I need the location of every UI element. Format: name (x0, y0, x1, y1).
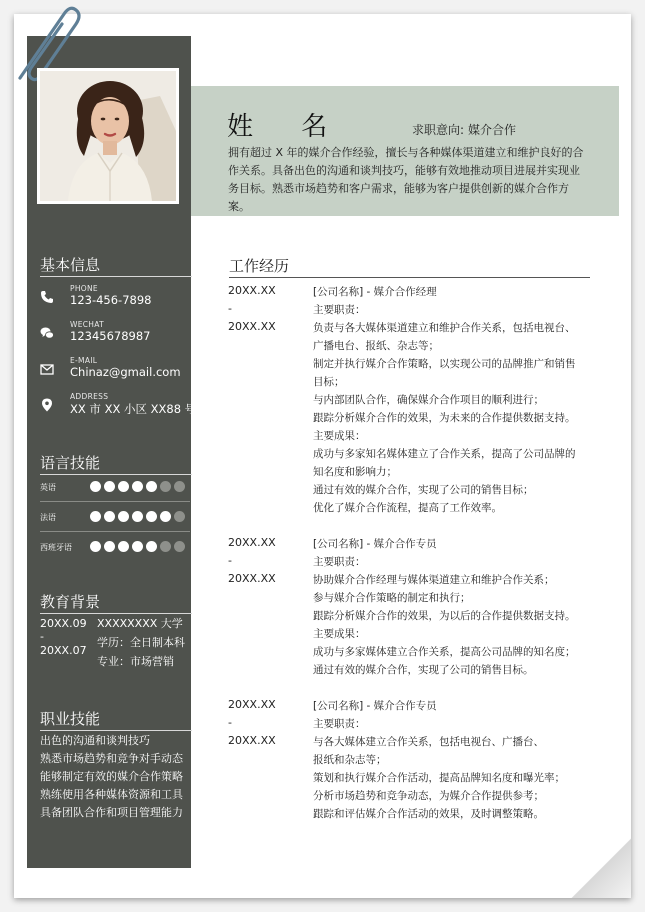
job-intent (412, 121, 516, 138)
job-line: 参与媒介合作策略的制定和执行； (313, 592, 471, 604)
job-line: 知名度和影响力； (313, 466, 397, 478)
job-date-start: 20XX.XX (228, 698, 276, 711)
mail-icon (40, 362, 54, 376)
contact-phone (40, 284, 190, 314)
profile-summary: 拥有超过 X 年的媒介合作经验，擅长与各种媒体渠道建立和维护良好的合作关系。具备出色的沟通和谈判技巧，能够有效地推动项目进展并实现业务目标。熟悉市场趋势和客户需求，能够为客户提供创新的媒介合作方案。 (228, 146, 584, 213)
level-dot-filled (146, 541, 157, 552)
contact-label: ADDRESS (70, 392, 109, 401)
edu-major: 专业：市场营销 (97, 655, 174, 668)
skills-list (40, 732, 183, 822)
job-description (313, 535, 595, 679)
level-dot-filled (160, 511, 171, 522)
job-dates (228, 697, 298, 748)
level-dot-empty (174, 541, 185, 552)
education-title: 教育背景 (40, 591, 192, 614)
job-line: 策划和执行媒介合作活动，提高品牌知名度和曝光率； (313, 772, 565, 784)
level-dot-filled (132, 541, 143, 552)
language-row (40, 509, 190, 532)
edu-end: 20XX.07 (40, 644, 87, 657)
job-intent-label: 求职意向: (412, 123, 465, 137)
language-row (40, 479, 190, 502)
edu-dash: - (40, 630, 44, 643)
level-dot-filled (146, 481, 157, 492)
job-line: 报纸和杂志等； (313, 754, 387, 766)
job-dates (228, 535, 298, 586)
job-line: 主要成果： (313, 628, 366, 640)
job-line: 成功与多家知名媒体建立了合作关系，提高了公司品牌的 (313, 448, 576, 460)
contact-value: 123-456-7898 (70, 293, 152, 307)
edu-school: XXXXXXXX 大学 (97, 617, 183, 630)
level-dot-filled (118, 481, 129, 492)
job-date-dash: - (228, 554, 232, 567)
job-line: 协助媒介合作经理与媒体渠道建立和维护合作关系； (313, 574, 555, 586)
contact-label: E-MAIL (70, 356, 98, 365)
language-level-dots (90, 481, 185, 492)
language-name: 英语 (40, 483, 56, 492)
skill-item: 具备团队合作和项目管理能力 (40, 806, 183, 819)
edu-start: 20XX.09 (40, 617, 87, 630)
job-date-dash: - (228, 716, 232, 729)
basic-info-title: 基本信息 (40, 254, 192, 277)
job-dates (228, 283, 298, 334)
job-description (313, 283, 595, 517)
job-line: 负责与各大媒体渠道建立和维护合作关系，包括电视台、 (313, 322, 576, 334)
job-line: 广播电台、报纸、杂志等； (313, 340, 439, 352)
job-line: 分析市场趋势和竞争动态，为媒介合作提供参考； (313, 790, 544, 802)
level-dot-filled (90, 541, 101, 552)
job-line: 跟踪分析媒介合作的效果，为以后的合作提供数据支持。 (313, 610, 576, 622)
contact-value: 12345678987 (70, 329, 151, 343)
page-curl (571, 838, 631, 898)
job-line: 目标； (313, 376, 345, 388)
language-level-dots (90, 541, 185, 552)
job-line: 通过有效的媒介合作，实现了公司的销售目标。 (313, 664, 534, 676)
level-dot-empty (160, 541, 171, 552)
job-date-end: 20XX.XX (228, 734, 276, 747)
job-line: 主要职责： (313, 718, 366, 730)
level-dot-filled (90, 511, 101, 522)
level-dot-filled (104, 511, 115, 522)
job-line: 优化了媒介合作流程，提高了工作效率。 (313, 502, 502, 514)
contact-value: Chinaz@gmail.com (70, 365, 181, 379)
job-line: 与内部团队合作，确保媒介合作项目的顺利进行； (313, 394, 544, 406)
job-date-end: 20XX.XX (228, 572, 276, 585)
job-line: 通过有效的媒介合作，实现了公司的销售目标； (313, 484, 534, 496)
professional-skills-title: 职业技能 (40, 708, 192, 731)
level-dot-filled (118, 541, 129, 552)
candidate-name: 姓 名 (227, 112, 348, 142)
job-line: 主要成果： (313, 430, 366, 442)
level-dot-empty (174, 481, 185, 492)
job-date-start: 20XX.XX (228, 284, 276, 297)
level-dot-empty (160, 481, 171, 492)
job-intent-value: 媒介合作 (468, 123, 517, 137)
skill-item: 能够制定有效的媒介合作策略 (40, 770, 183, 783)
contact-label: WECHAT (70, 320, 104, 329)
education-dates (40, 614, 87, 660)
job-date-end: 20XX.XX (228, 320, 276, 333)
level-dot-filled (104, 481, 115, 492)
contact-label: PHONE (70, 284, 98, 293)
skill-item: 出色的沟通和谈判技巧 (40, 734, 150, 747)
level-dot-filled (90, 481, 101, 492)
level-dot-filled (118, 511, 129, 522)
contact-wechat (40, 320, 190, 350)
skill-item: 熟练使用各种媒体资源和工具 (40, 788, 183, 801)
job-line: 主要职责： (313, 304, 366, 316)
avatar (40, 71, 176, 201)
job-date-start: 20XX.XX (228, 536, 276, 549)
contact-email (40, 356, 190, 386)
job-line: 成功与多家媒体建立合作关系，提高公司品牌的知名度； (313, 646, 576, 658)
job-line: 与各大媒体建立合作关系，包括电视台、广播台、 (313, 736, 544, 748)
language-skills-title: 语言技能 (40, 452, 192, 475)
job-date-dash: - (228, 302, 232, 315)
job-line: 跟踪分析媒介合作的效果，为未来的合作提供数据支持。 (313, 412, 576, 424)
language-name: 法语 (40, 513, 56, 522)
level-dot-empty (174, 511, 185, 522)
contact-value: XX 市 XX 小区 XX88 号 (70, 402, 197, 416)
level-dot-filled (132, 481, 143, 492)
level-dot-filled (132, 511, 143, 522)
job-line: 主要职责： (313, 556, 366, 568)
job-line: [公司名称] - 媒介合作经理 (313, 286, 437, 298)
phone-icon (40, 290, 54, 304)
level-dot-filled (104, 541, 115, 552)
portrait-illustration (40, 71, 176, 201)
language-row (40, 539, 190, 561)
language-name: 西班牙语 (40, 543, 72, 552)
job-line: 跟踪和评估媒介合作活动的效果，及时调整策略。 (313, 808, 544, 820)
skill-item: 熟悉市场趋势和竞争对手动态 (40, 752, 183, 765)
job-line: [公司名称] - 媒介合作专员 (313, 700, 437, 712)
job-line: 制定并执行媒介合作策略，以实现公司的品牌推广和销售 (313, 358, 576, 370)
job-description (313, 697, 595, 823)
job-line: [公司名称] - 媒介合作专员 (313, 538, 437, 550)
contact-address (40, 392, 197, 422)
level-dot-filled (146, 511, 157, 522)
work-experience-title: 工作经历 (229, 255, 590, 278)
location-pin-icon (40, 398, 54, 412)
edu-degree: 学历：全日制本科 (97, 636, 185, 649)
language-level-dots (90, 511, 185, 522)
wechat-icon (40, 326, 54, 340)
education-details (97, 614, 185, 671)
